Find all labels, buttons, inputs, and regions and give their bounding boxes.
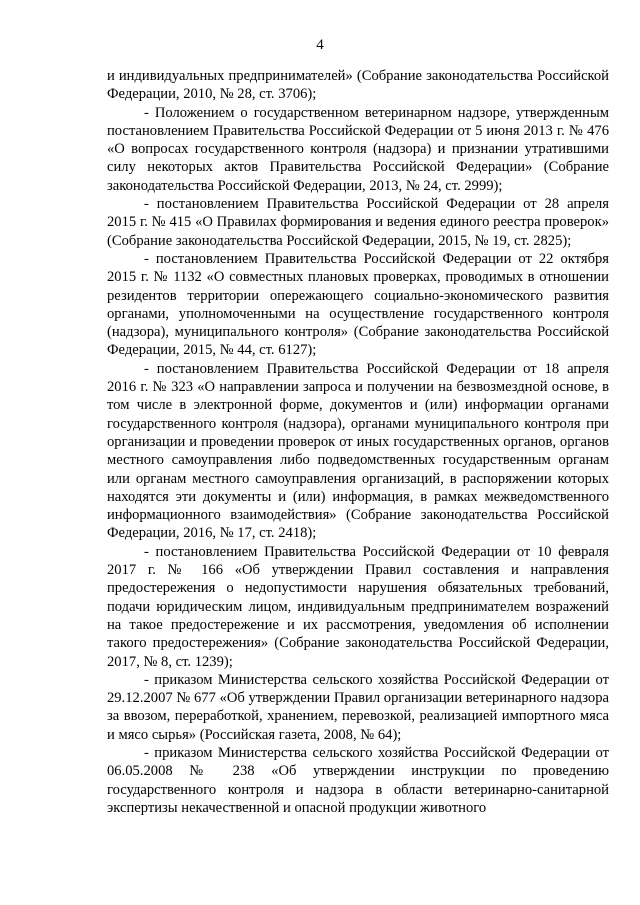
paragraph-resolution-323: - постановлением Правительства Российской Федерации от 18 апреля 2016 г. № 323 «О направлении запроса и получении на безвозмездной основе, в том числе в электронной форме, документов и (или) информации органами государственного контроля (надзора), органами муниципального контроля при организации и проведении проверок от иных государственных органов, органов местного самоуправления либо подведомственных государственным органам или органам местного самоуправления организаций, в распоряжении которых находятся эти документы и (или) информация, в рамках межведомственного информационного взаимодействия» (Собрание законодательства Российской Федерации, 2016, № 17, ст. 2418); <box>107 360 609 542</box>
document-body <box>107 67 609 817</box>
paragraph-order-238: - приказом Министерства сельского хозяйства Российской Федерации от 06.05.2008 № 238 «Об утверждении инструкции по проведению государственного контроля и надзора в области ветеринарно-санитарной экспертизы некачественной и опасной продукции животного <box>107 744 609 816</box>
page-number: 4 <box>316 37 324 53</box>
paragraph-order-677: - приказом Министерства сельского хозяйства Российской Федерации от 29.12.2007 № 677 «Об утверждении Правил организации ветеринарного надзора за ввозом, переработкой, хранением, перевозкой, реализацией импортного мяса и мясо сырья» (Российская газета, 2008, № 64); <box>107 671 609 743</box>
paragraph-continuation: и индивидуальных предпринимателей» (Собрание законодательства Российской Федерации, 2010, № 28, ст. 3706); <box>107 68 609 103</box>
paragraph-resolution-415: - постановлением Правительства Российской Федерации от 28 апреля 2015 г. № 415 «О Правилах формирования и ведения единого реестра проверок» (Собрание законодательства Российской Федерации, 2015, № 19, ст. 2825); <box>107 196 609 249</box>
paragraph-resolution-166: - постановлением Правительства Российской Федерации от 10 февраля 2017 г. № 166 «Об утверждении Правил составления и направления предостережения о недопустимости нарушения обязательных требований, подачи юридическим лицом, индивидуальным предпринимателем возражений на такое предостережение и их рассмотрения, уведомления об исполнении такого предостережения» (Собрание законодательства Российской Федерации, 2017, № 8, ст. 1239); <box>107 543 609 670</box>
paragraph-resolution-1132: - постановлением Правительства Российской Федерации от 22 октября 2015 г. № 1132 «О совместных плановых проверках, проводимых в отношении резидентов территории опережающего социально-экономического развития органами, уполномоченными на осуществление государственного контроля (надзора), муниципального контроля» (Собрание законодательства Российской Федерации, 2015, № 44, ст. 6127); <box>107 250 609 359</box>
paragraph-vet-supervision-regulation: - Положением о государственном ветеринарном надзоре, утвержденным постановлением Правительства Российской Федерации от 5 июня 2013 г. № 476 «О вопросах государственного контроля (надзора) и признании утратившими силу некоторых актов Правительства Российской Федерации» (Собрание законодательства Российской Федерации, 2013, № 24, ст. 2999); <box>107 104 609 194</box>
